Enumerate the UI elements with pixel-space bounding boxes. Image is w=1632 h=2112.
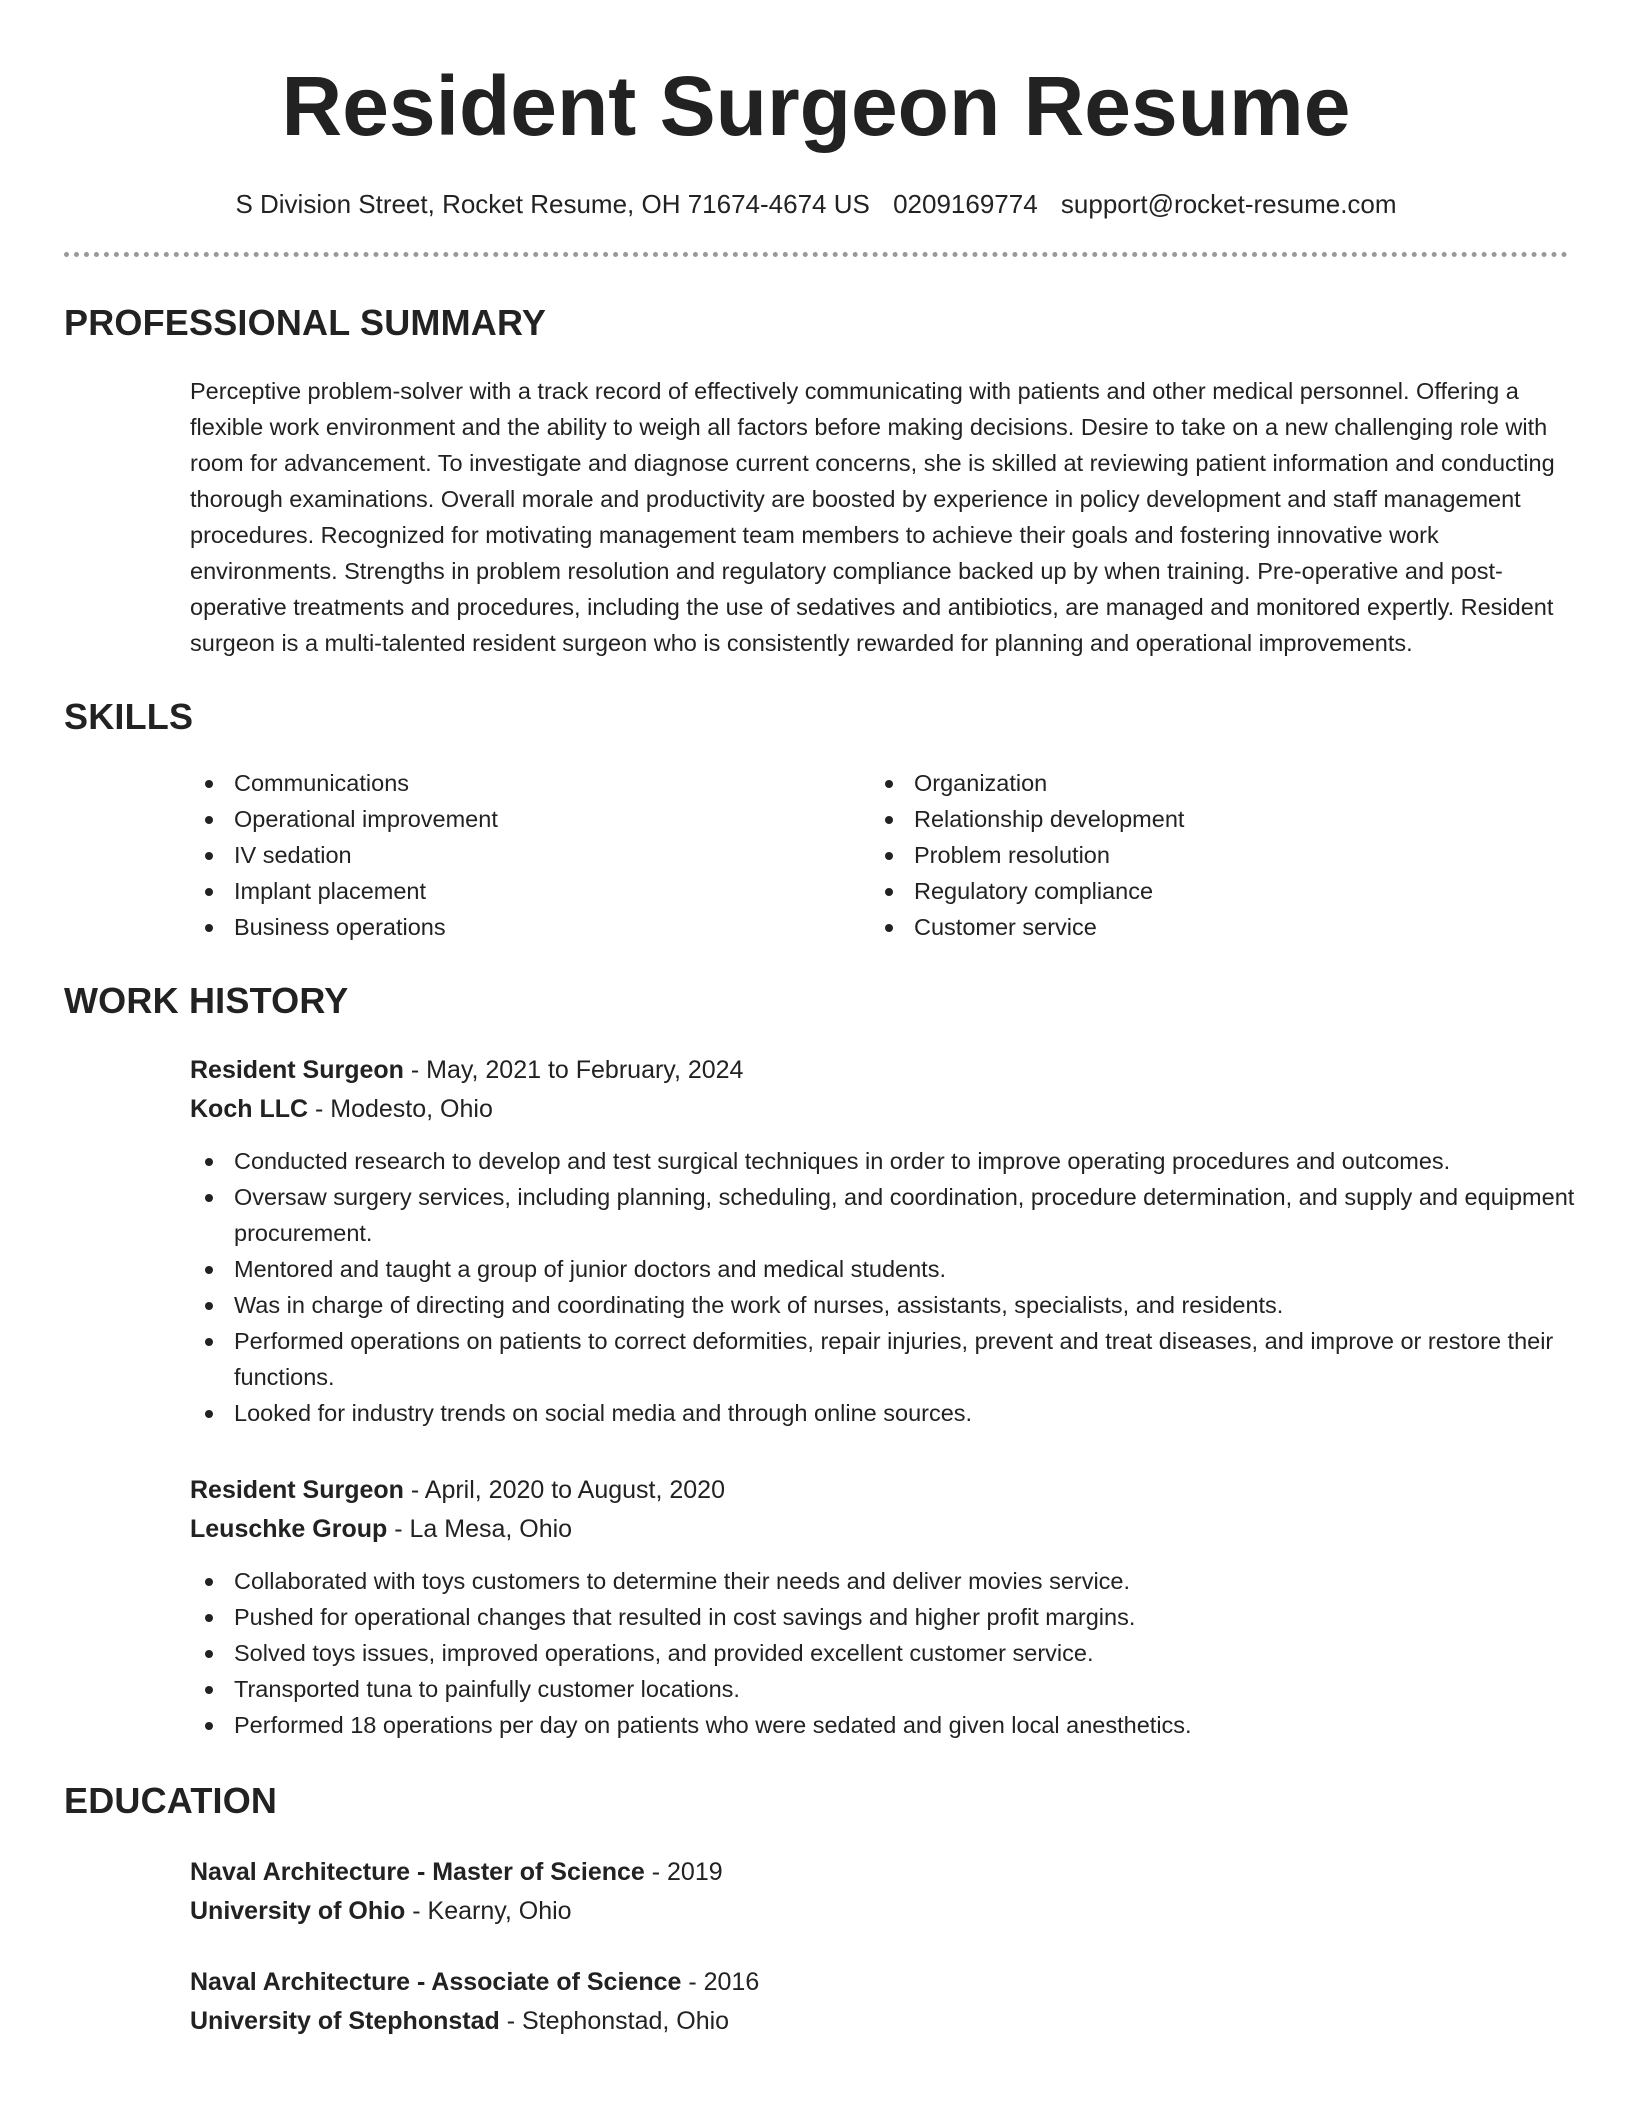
- skill-item: Regulatory compliance: [870, 873, 1550, 909]
- job-dates: April, 2020 to August, 2020: [424, 1476, 725, 1504]
- school-name: University of Ohio: [190, 1897, 406, 1925]
- job-bullet: Oversaw surgery services, including planning, scheduling, and coordination, procedure determination, and supply and equipment procurement.: [190, 1179, 1580, 1251]
- job-bullet: Transported tuna to painfully customer locations.: [190, 1671, 1580, 1707]
- school-location: Stephonstad, Ohio: [521, 2007, 730, 2035]
- job-bullet: Solved toys issues, improved operations, and provided excellent customer service.: [190, 1635, 1580, 1671]
- degree-name: Naval Architecture - Associate of Science: [190, 1968, 682, 1996]
- work-history-heading: WORK HISTORY: [64, 980, 349, 1021]
- skill-item: Operational improvement: [190, 801, 870, 837]
- skill-item: Customer service: [870, 909, 1550, 945]
- job-bullet: Pushed for operational changes that resulted in cost savings and higher profit margins.: [190, 1599, 1580, 1635]
- job-location: La Mesa, Ohio: [409, 1515, 573, 1543]
- job-bullet: Mentored and taught a group of junior doctors and medical students.: [190, 1251, 1580, 1287]
- contact-email: support@rocket-resume.com: [1060, 189, 1397, 219]
- summary-section: [64, 301, 1568, 661]
- summary-text: Perceptive problem-solver with a track record of effectively communicating with patients and other medical personnel. Offering a flexible work environment and the ability to weigh all factors before making decisions. Desire to take on a new challenging role with room for advancement. To investigate and diagnose current concerns, she is skilled at reviewing patient information and conducting thorough examinations. Overall morale and productivity are boosted by experience in policy development and staff management procedures. Recognized for motivating management team members to achieve their goals and fostering innovative work environments. Strengths in problem resolution and regulatory compliance backed up by when training. Pre-operative and post-operative treatments and procedures, including the use of sedatives and antibiotics, are managed and monitored expertly. Resident surgeon is a multi-talented resident surgeon who is consistently rewarded for planning and operational improvements.: [190, 378, 1555, 656]
- job-bullet: Was in charge of directing and coordinating the work of nurses, assistants, specialists, and residents.: [190, 1287, 1580, 1323]
- school-name: University of Stephonstad: [190, 2007, 500, 2035]
- job-entry: [190, 1051, 1575, 1431]
- job-title-line: Resident Surgeon - May, 2021 to February, 2024: [190, 1056, 744, 1084]
- job-role: Resident Surgeon: [190, 1056, 404, 1084]
- work-history-section: [64, 979, 1575, 1743]
- degree-year: 2016: [703, 1968, 760, 1996]
- school-location: Kearny, Ohio: [427, 1897, 572, 1925]
- degree-year: 2019: [667, 1858, 723, 1886]
- job-title-line: Resident Surgeon - April, 2020 to August, 2020: [190, 1476, 725, 1504]
- job-bullet: Conducted research to develop and test surgical techniques in order to improve operating procedures and outcomes.: [190, 1143, 1580, 1179]
- job-location: Modesto, Ohio: [330, 1095, 493, 1123]
- contact-phone: 0209169774: [893, 189, 1038, 219]
- job-bullet: Looked for industry trends on social media and through online sources.: [190, 1395, 1580, 1431]
- resume-page: [64, 0, 1575, 2041]
- degree-line: Naval Architecture - Master of Science - 2019: [190, 1858, 723, 1886]
- skill-item: Organization: [870, 765, 1550, 801]
- skill-item: Problem resolution: [870, 837, 1550, 873]
- job-bullet: Performed 18 operations per day on patients who were sedated and given local anesthetics.: [190, 1707, 1580, 1743]
- job-bullets: [190, 1563, 1580, 1743]
- skill-item: Relationship development: [870, 801, 1550, 837]
- job-company-line: Koch LLC - Modesto, Ohio: [190, 1095, 493, 1123]
- job-company: Koch LLC: [190, 1095, 309, 1123]
- degree-name: Naval Architecture - Master of Science: [190, 1858, 645, 1886]
- contact-line: [64, 188, 1568, 220]
- contact-address: S Division Street, Rocket Resume, OH 71674-4674 US: [235, 189, 870, 219]
- education-section: [64, 1779, 1568, 2041]
- skills-section: [64, 695, 1568, 945]
- job-bullet: Collaborated with toys customers to determine their needs and deliver movies service.: [190, 1563, 1580, 1599]
- skills-column-right: [870, 765, 1550, 945]
- education-entry: [190, 1963, 1568, 2041]
- job-bullet: Performed operations on patients to correct deformities, repair injuries, prevent and treat diseases, and improve or restore their functions.: [190, 1323, 1580, 1395]
- education-heading: EDUCATION: [64, 1780, 278, 1821]
- education-entry: [190, 1853, 1568, 1931]
- school-line: University of Stephonstad - Stephonstad, Ohio: [190, 2007, 730, 2035]
- skill-item: Business operations: [190, 909, 870, 945]
- skills-heading: SKILLS: [64, 696, 194, 737]
- summary-heading: PROFESSIONAL SUMMARY: [64, 302, 547, 343]
- job-role: Resident Surgeon: [190, 1476, 404, 1504]
- skill-item: Communications: [190, 765, 870, 801]
- job-dates: May, 2021 to February, 2024: [426, 1056, 744, 1084]
- header-divider: [64, 252, 1568, 257]
- resume-title: Resident Surgeon Resume: [281, 59, 1351, 153]
- job-entry: [190, 1471, 1568, 1743]
- school-line: University of Ohio - Kearny, Ohio: [190, 1897, 572, 1925]
- degree-line: Naval Architecture - Associate of Science - 2016: [190, 1968, 760, 1996]
- skills-columns: [190, 765, 1568, 945]
- job-bullets: [190, 1143, 1580, 1431]
- skill-item: Implant placement: [190, 873, 870, 909]
- job-company-line: Leuschke Group - La Mesa, Ohio: [190, 1515, 573, 1543]
- skill-item: IV sedation: [190, 837, 870, 873]
- job-company: Leuschke Group: [190, 1515, 388, 1543]
- skills-column-left: [190, 765, 870, 945]
